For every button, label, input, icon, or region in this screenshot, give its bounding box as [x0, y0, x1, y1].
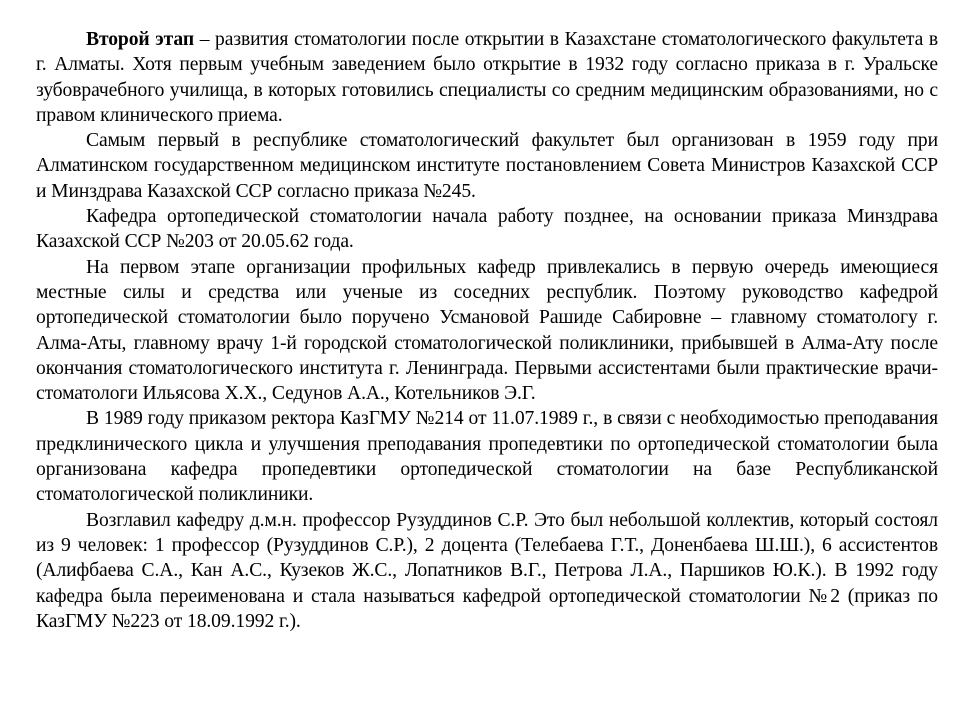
- document-body: [36, 27, 938, 634]
- paragraph-department-founding: Кафедра ортопедической стоматологии начала работу позднее, на основании приказа Минздрава Казахской ССР №203 от 20.05.62 года.: [36, 206, 938, 253]
- paragraph-second-stage: [36, 27, 938, 128]
- paragraph-1989-order: В 1989 году приказом ректора КазГМУ №214 от 11.07.1989 г., в связи с необходимостью преподавания предклинического цикла и улучшения преподавания пропедевтики по ортопедической стоматологии была организована кафедра пропедевтики ортопедической стоматологии на базе Республиканской стоматологической поликлиники.: [36, 408, 938, 506]
- paragraph-first-faculty: Самым первый в республике стоматологический факультет был организован в 1959 году при Алматинском государственном медицинском институте постановлением Совета Министров Казахской ССР и Минздрава Казахской ССР согласно приказа №245.: [36, 130, 938, 202]
- paragraph-lead-bold: Второй этап: [86, 29, 195, 50]
- paragraph-text: – развития стоматологии после открытии в Казахстане стоматологического факультета в г. Алматы. Хотя первым учебным заведением было открытие в 1932 году согласно приказа в г. Уральске зубоврачебного училища, в которых готовились специалисты со средним медицинским образованиями, но с правом клинического приема.: [36, 29, 938, 126]
- paragraph-head-of-department: Возглавил кафедру д.м.н. профессор Рузуддинов С.Р. Это был небольшой коллектив, который состоял из 9 человек: 1 профессор (Рузуддинов С.Р.), 2 доцента (Телебаева Г.Т., Доненбаева Ш.Ш.), 6 ассистентов (Алифбаева С.А., Кан А.С., Кузеков Ж.С., Лопатников В.Г., Петрова Л.А., Паршиков Ю.К.). В 1992 году кафедра была переименована и стала называться кафедрой ортопедической стоматологии №2 (приказ по КазГМУ №223 от 18.09.1992 г.).: [36, 509, 938, 632]
- paragraph-first-stage-staff: На первом этапе организации профильных кафедр привлекались в первую очередь имеющиеся местные силы и средства или ученые из соседних республик. Поэтому руководство кафедрой ортопедической стоматологии было поручено Усмановой Рашиде Сабировне – главному стоматологу г. Алма-Аты, главному врачу 1-й городской стоматологической поликлиники, прибывшей в Алма-Ату после окончания стоматологического института г. Ленинграда. Первыми ассистентами были практические врачи-стоматологи Ильясова Х.Х., Седунов А.А., Котельников Э.Г.: [36, 256, 938, 405]
